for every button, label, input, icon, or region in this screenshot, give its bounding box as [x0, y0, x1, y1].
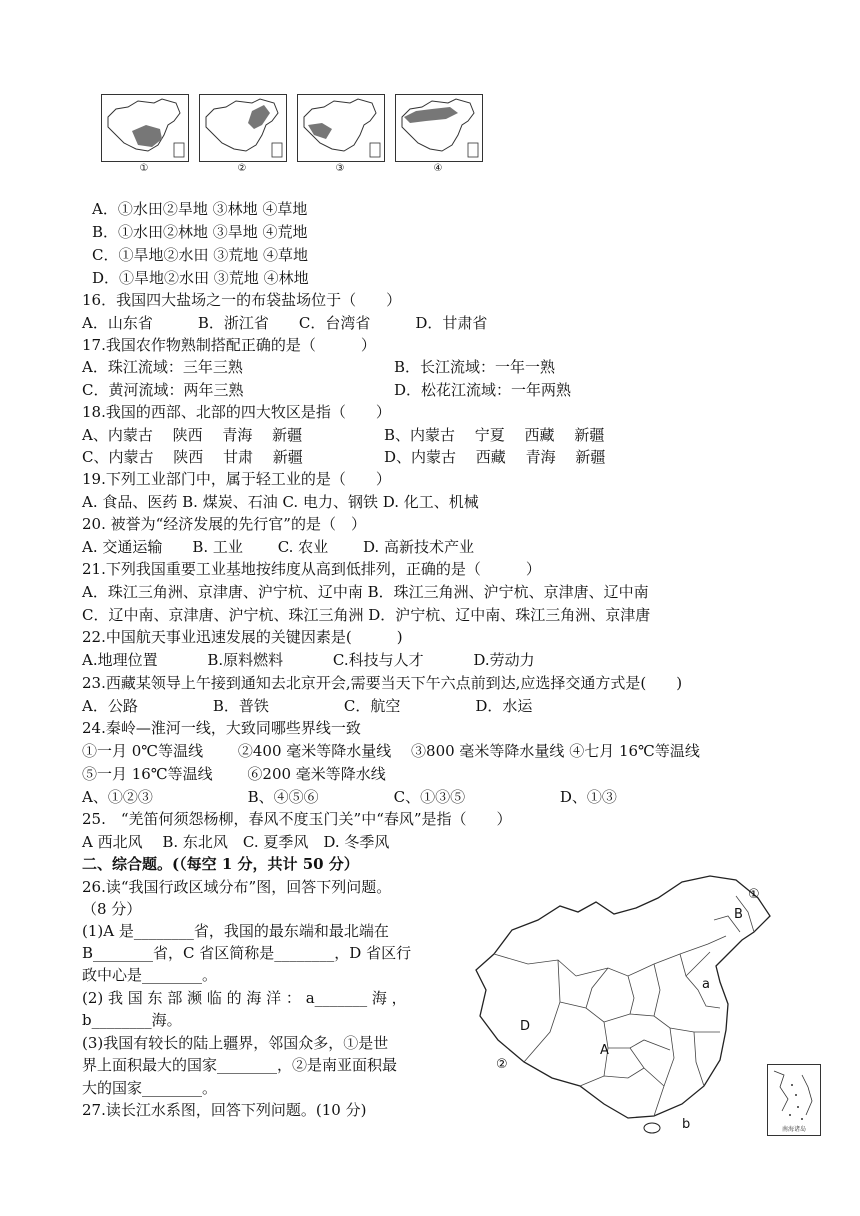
land-use-map-4 — [395, 94, 483, 162]
q26-line-4: B________省，C 省区简称是________，D 省区行 — [82, 944, 412, 962]
q21-options-cd: C．辽中南、京津唐、沪宁杭、珠江三角洲 D．沪宁杭、辽中南、珠江三角洲、京津唐 — [82, 606, 651, 624]
q24-row1: ①一月 0℃等温线 ②400 毫米等降水量线 ③800 毫米等降水量线 ④七月 16℃等温线 — [82, 742, 700, 760]
q25-stem: 25. “羌笛何须怨杨柳，春风不度玉门关”中“春风”是指（ ） — [82, 810, 512, 828]
map-label-D: D — [520, 1019, 531, 1034]
map-label-2: ② — [237, 163, 247, 174]
q15-option-b: B．①水田②林地 ③旱地 ④荒地 — [92, 223, 308, 241]
q21-stem: 21.下列我国重要工业基地按纬度从高到低排列，正确的是（ ） — [82, 560, 541, 578]
q24-options: A、①②③ B、④⑤⑥ C、①③⑤ D、①③ — [82, 788, 617, 806]
q15-option-d: D．①旱地②水田 ③荒地 ④林地 — [92, 269, 309, 287]
q21-options-ab: A．珠江三角洲、京津唐、沪宁杭、辽中南 B．珠江三角洲、沪宁杭、京津唐、辽中南 — [82, 583, 649, 601]
q18-option-d: D、内蒙古 西藏 青海 新疆 — [384, 448, 606, 466]
q17-option-c: C．黄河流域：两年三熟 — [82, 381, 244, 399]
map-label-a: a — [702, 977, 710, 992]
q20-stem: 20. 被誉为“经济发展的先行官”的是（ ） — [82, 515, 366, 533]
map-label-B: B — [734, 907, 743, 922]
map-label-b: b — [682, 1117, 691, 1132]
q26-line-10: 大的国家________。 — [82, 1079, 218, 1097]
land-use-map-2 — [199, 94, 287, 162]
q17-option-b: B．长江流域：一年一熟 — [394, 358, 556, 376]
map-label-A: A — [600, 1043, 609, 1058]
map-label-4: ④ — [433, 163, 443, 174]
land-use-map-3 — [297, 94, 385, 162]
q23-options: A．公路 B．普铁 C．航空 D．水运 — [82, 697, 533, 715]
q25-options: A 西北风 B. 东北风 C. 夏季风 D. 冬季风 — [82, 833, 390, 851]
inset-caption: 南海诸岛 — [781, 1126, 807, 1133]
q18-option-a: A、内蒙古 陕西 青海 新疆 — [82, 426, 303, 444]
china-admin-map — [458, 872, 788, 1134]
q16-stem: 16．我国四大盐场之一的布袋盐场位于（ ） — [82, 291, 402, 309]
map-label-3: ③ — [335, 163, 345, 174]
q15-option-a: A．①水田②旱地 ③林地 ④草地 — [92, 200, 308, 218]
south-china-sea-inset — [767, 1064, 821, 1136]
q20-options: A. 交通运输 B. 工业 C. 农业 D. 高新技术产业 — [82, 538, 474, 556]
q16-options: A．山东省 B．浙江省 C．台湾省 D．甘肃省 — [82, 314, 488, 332]
section-2-heading: 二、综合题。(（每空 1 分，共计 50 分） — [82, 855, 359, 873]
q26-line-5: 政中心是________。 — [82, 966, 218, 984]
q27-stem: 27.读长江水系图，回答下列问题。(10 分) — [82, 1101, 367, 1119]
q24-row2: ⑤一月 16℃等温线 ⑥200 毫米等降水线 — [82, 765, 386, 783]
q26-line-3: (1)A 是________省，我国的最东端和最北端在 — [82, 922, 389, 940]
q22-options: A.地理位置 B.原料燃料 C.科技与人才 D.劳动力 — [82, 651, 535, 669]
land-use-map-1 — [101, 94, 189, 162]
q18-stem: 18.我国的西部、北部的四大牧区是指（ ） — [82, 403, 391, 421]
q26-line-2: （8 分） — [82, 900, 142, 918]
map-circle-1: ① — [748, 887, 760, 902]
map-label-1: ① — [139, 163, 149, 174]
q15-option-c: C．①旱地②水田 ③荒地 ④草地 — [92, 246, 309, 264]
q26-line-9: 界上面积最大的国家________，②是南亚面积最 — [82, 1056, 398, 1074]
q19-stem: 19.下列工业部门中，属于轻工业的是（ ） — [82, 470, 391, 488]
q17-stem: 17.我国农作物熟制搭配正确的是（ ） — [82, 336, 376, 354]
q26-line-7: b________海。 — [82, 1011, 182, 1029]
q26-line-6: (2) 我 国 东 部 濒 临 的 海 洋 ： a_______ 海 ， — [82, 989, 407, 1007]
q22-stem: 22.中国航天事业迅速发展的关键因素是( ) — [82, 628, 403, 646]
q18-option-b: B、内蒙古 宁夏 西藏 新疆 — [384, 426, 605, 444]
q24-stem: 24.秦岭—淮河一线，大致同哪些界线一致 — [82, 719, 361, 737]
q23-stem: 23.西藏某领导上午接到通知去北京开会,需要当天下午六点前到达,应选择交通方式是( ) — [82, 674, 683, 692]
map-circle-2: ② — [496, 1057, 508, 1072]
q19-options: A. 食品、医药 B. 煤炭、石油 C. 电力、钢铁 D. 化工、机械 — [82, 493, 479, 511]
q17-option-d: D．松花江流域：一年两熟 — [394, 381, 572, 399]
q18-option-c: C、内蒙古 陕西 甘肃 新疆 — [82, 448, 303, 466]
q26-line-8: (3)我国有较长的陆上疆界，邻国众多，①是世 — [82, 1034, 389, 1052]
q26-line-1: 26.读“我国行政区域分布”图，回答下列问题。 — [82, 878, 392, 896]
q17-option-a: A．珠江流域：三年三熟 — [82, 358, 243, 376]
